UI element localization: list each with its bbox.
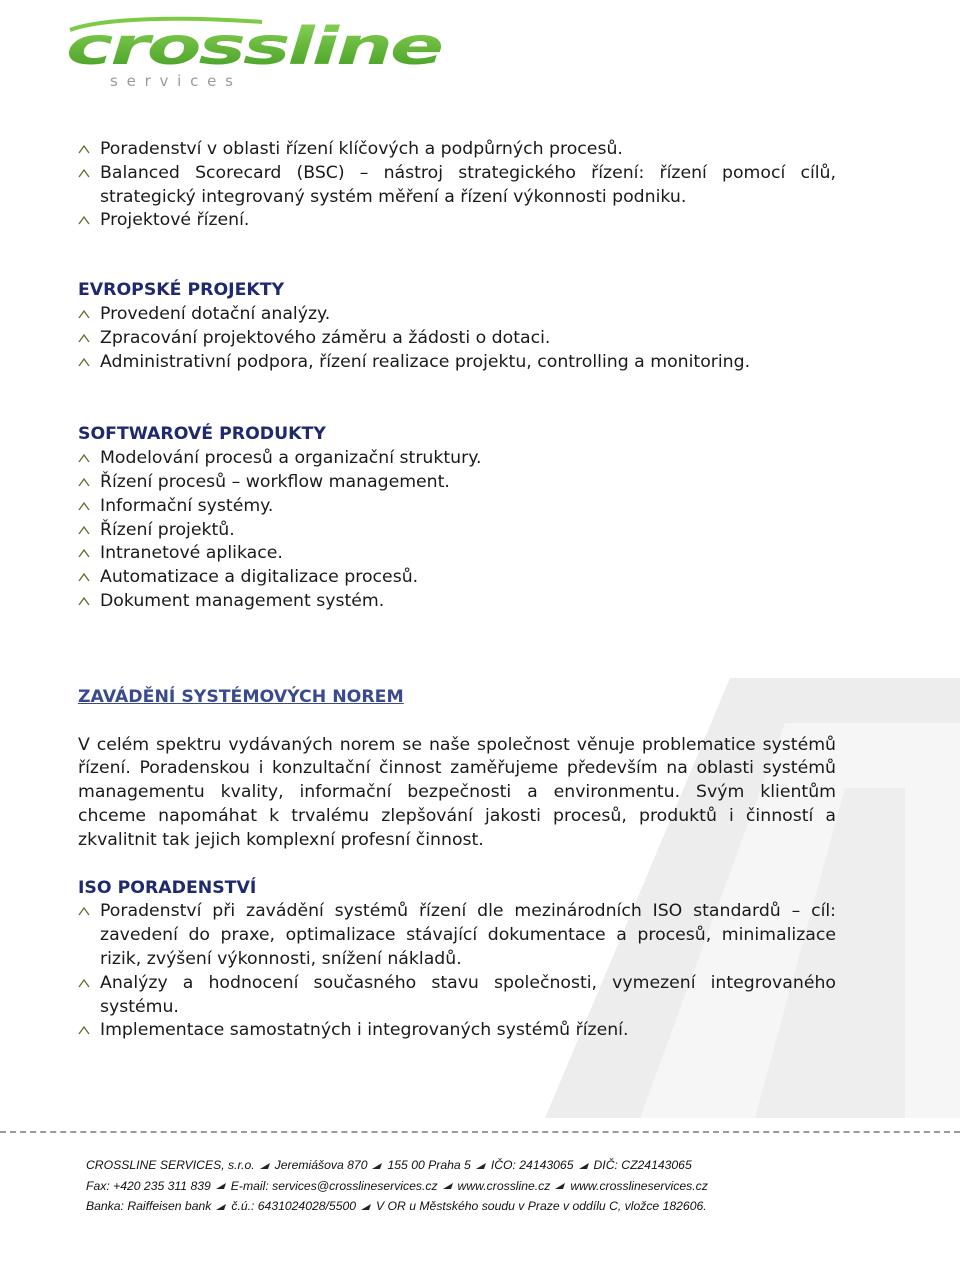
caret-up-icon xyxy=(78,215,90,225)
list-item-text: Zpracování projektového záměru a žádosti o dotaci. xyxy=(100,327,551,348)
list-item-text: Dokument management systém. xyxy=(100,590,385,611)
iso-list-item xyxy=(78,1019,836,1043)
separator-icon xyxy=(579,1163,589,1169)
heading-evropske-projekty: EVROPSKÉ PROJEKTY xyxy=(78,280,285,301)
footer xyxy=(86,1155,786,1217)
software-list-item xyxy=(78,519,836,543)
software-list-item xyxy=(78,542,836,566)
list-item-text: Projektové řízení. xyxy=(100,210,250,231)
list-item-text: Řízení projektů. xyxy=(100,519,235,540)
software-list-item xyxy=(78,590,836,614)
caret-up-icon xyxy=(78,333,90,343)
iso-list-item xyxy=(78,972,836,1020)
evropske-list-item xyxy=(78,327,836,351)
iso-list xyxy=(78,900,836,1043)
intro-list-item xyxy=(78,138,836,162)
evropske-list-item xyxy=(78,303,836,327)
footer-field: Jeremiášova 870 xyxy=(274,1158,368,1172)
list-item-text: Provedení dotační analýzy. xyxy=(100,303,331,324)
separator-icon xyxy=(555,1183,565,1189)
zavadeni-paragraph: V celém spektru vydávaných norem se naše společnost věnuje problematice systémů řízení. Poradenskou i konzultační činnost zaměřujeme především na oblasti systémů managementu kvality, informační bezpečnosti a environmentu. Svým klientům chceme napomáhat k trvalému zlepšování jakosti procesů, produktů i činností a zkvalitnit tak jejich komplexní profesní činnost. xyxy=(78,734,836,850)
caret-up-icon xyxy=(78,477,90,487)
software-list xyxy=(78,447,836,614)
separator-icon xyxy=(260,1163,270,1169)
intro-list xyxy=(78,138,836,233)
footer-line-contact xyxy=(86,1176,786,1197)
list-item-text: Poradenství při zavádění systémů řízení dle mezinárodních ISO standardů – cíl: zavedení do praxe, optimalizace stávající dokumentace a procesů, minimalizace rizik, zvýšení výkonnosti, snížení nákladů. xyxy=(100,901,836,969)
list-item-text: Automatizace a digitalizace procesů. xyxy=(100,567,419,588)
caret-up-icon xyxy=(78,978,90,988)
footer-divider xyxy=(0,1131,960,1133)
footer-field: Fax: +420 235 311 839 xyxy=(86,1178,211,1193)
logo-main-text: crossline xyxy=(66,17,443,77)
footer-field: V OR u Městského soudu v Praze v oddílu C, vložce 182606. xyxy=(376,1199,707,1213)
caret-up-icon xyxy=(78,168,90,178)
caret-up-icon xyxy=(78,501,90,511)
intro-list-item xyxy=(78,162,836,210)
separator-icon xyxy=(361,1204,371,1210)
caret-up-icon xyxy=(78,906,90,916)
footer-field: DIČ: CZ24143065 xyxy=(593,1158,692,1172)
software-list-item xyxy=(78,495,836,519)
list-item-text: Implementace samostatných i integrovaných systémů řízení. xyxy=(100,1020,629,1041)
footer-field: č.ú.: 6431024028/5500 xyxy=(231,1199,357,1213)
list-item-text: Modelování procesů a organizační struktury. xyxy=(100,448,482,469)
heading-zavadeni-norem: ZAVÁDĚNÍ SYSTÉMOVÝCH NOREM xyxy=(78,686,404,707)
list-item-text: Administrativní podpora, řízení realizace projektu, controlling a monitoring. xyxy=(100,351,751,372)
separator-icon xyxy=(372,1163,382,1169)
separator-icon xyxy=(476,1163,486,1169)
footer-field: www.crosslineservices.cz xyxy=(570,1178,708,1193)
software-list-item xyxy=(78,447,836,471)
footer-field: IČO: 24143065 xyxy=(490,1158,574,1172)
caret-up-icon xyxy=(78,596,90,606)
evropske-list xyxy=(78,303,836,374)
caret-up-icon xyxy=(78,144,90,154)
heading-iso-poradenstvi: ISO PORADENSTVÍ xyxy=(78,877,257,898)
software-list-item xyxy=(78,471,836,495)
list-item-text: Balanced Scorecard (BSC) – nástroj strategického řízení: řízení pomocí cílů, strategický integrovaný systém měření a řízení výkonnosti podniku. xyxy=(100,162,836,207)
crossline-logo xyxy=(62,12,452,92)
separator-icon xyxy=(216,1183,226,1189)
list-item-text: Informační systémy. xyxy=(100,495,274,516)
footer-field: www.crossline.cz xyxy=(457,1178,551,1193)
caret-up-icon xyxy=(78,572,90,582)
separator-icon xyxy=(443,1183,453,1189)
footer-line-company xyxy=(86,1155,786,1176)
caret-up-icon xyxy=(78,1025,90,1035)
iso-list-item xyxy=(78,900,836,971)
intro-list-item xyxy=(78,209,836,233)
logo-sub-text: s e r v i c e s xyxy=(110,72,235,90)
list-item-text: Intranetové aplikace. xyxy=(100,543,283,564)
footer-field: Banka: Raiffeisen bank xyxy=(86,1199,212,1213)
footer-field: 155 00 Praha 5 xyxy=(387,1158,471,1172)
caret-up-icon xyxy=(78,453,90,463)
list-item-text: Poradenství v oblasti řízení klíčových a podpůrných procesů. xyxy=(100,139,623,159)
footer-field: CROSSLINE SERVICES, s.r.o. xyxy=(86,1158,255,1172)
caret-up-icon xyxy=(78,525,90,535)
evropske-list-item xyxy=(78,351,836,375)
heading-softwarove-produkty: SOFTWAROVÉ PRODUKTY xyxy=(78,424,326,445)
caret-up-icon xyxy=(78,357,90,367)
caret-up-icon xyxy=(78,309,90,319)
separator-icon xyxy=(216,1204,226,1210)
main-content xyxy=(78,138,836,1043)
list-item-text: Řízení procesů – workflow management. xyxy=(100,471,450,492)
footer-field: E-mail: services@crosslineservices.cz xyxy=(230,1178,438,1193)
footer-line-bank xyxy=(86,1196,786,1217)
software-list-item xyxy=(78,566,836,590)
list-item-text: Analýzy a hodnocení současného stavu společnosti, vymezení integrovaného systému. xyxy=(100,972,836,1017)
caret-up-icon xyxy=(78,548,90,558)
